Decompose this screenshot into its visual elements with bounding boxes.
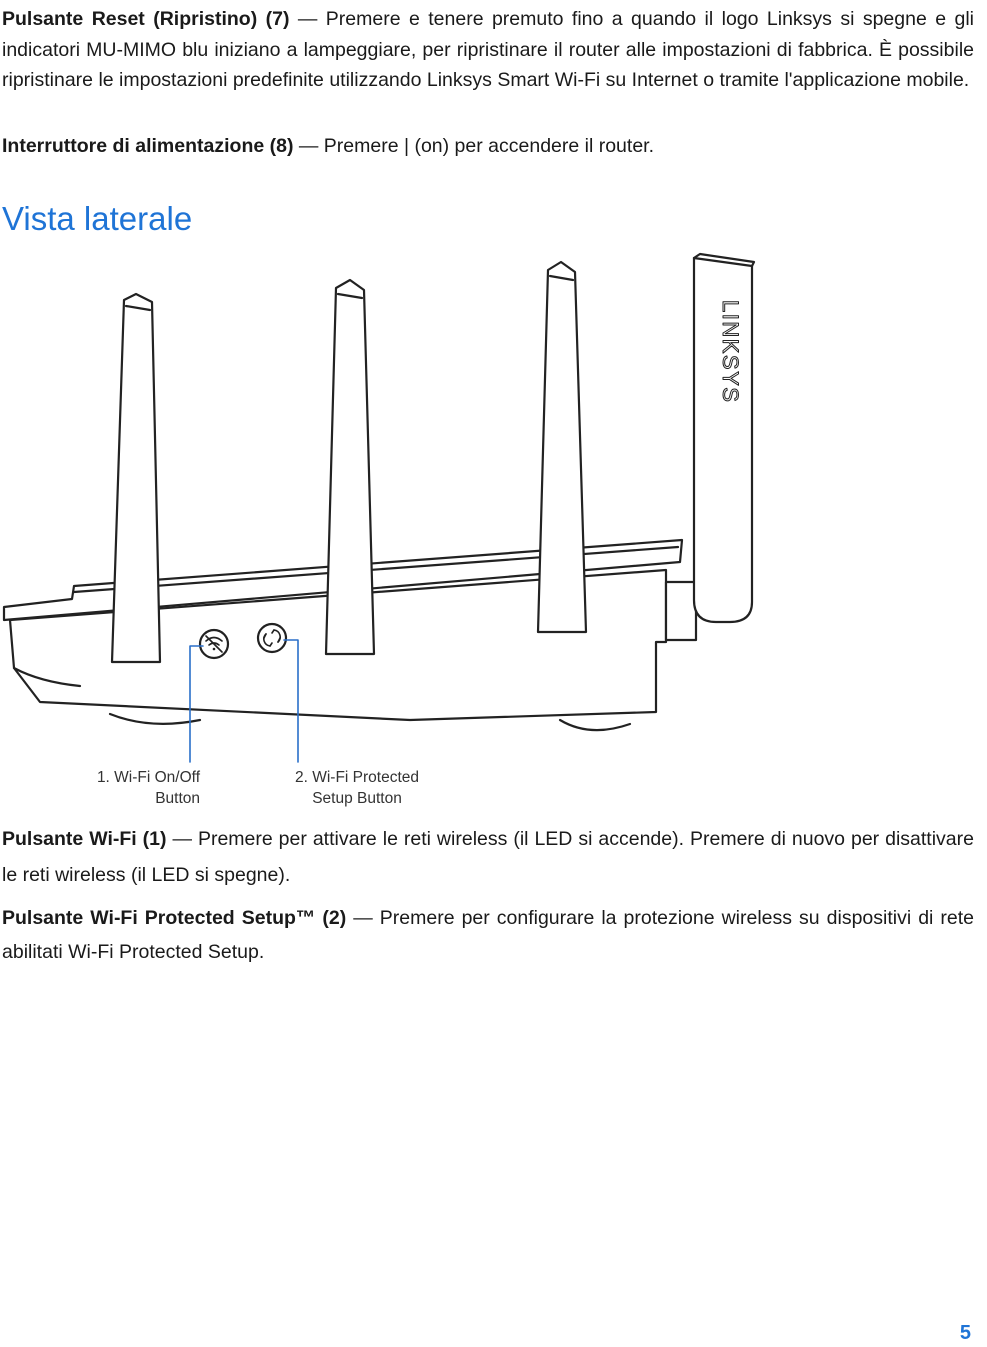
callout-wps-button-line2: Setup Button [312, 790, 402, 807]
callout-wifi-button-line2: Button [155, 790, 200, 807]
router-side-view-illustration [0, 250, 780, 810]
callout-wps-button-line1: 2. Wi-Fi Protected [294, 769, 420, 786]
wps-button-label: Pulsante Wi-Fi Protected Setup™ (2) [2, 907, 347, 929]
power-switch-description [2, 131, 974, 162]
callout-wps-button [282, 767, 432, 809]
callout-wifi-button [60, 767, 200, 809]
wifi-off-icon [200, 630, 228, 658]
router-side-view-figure [0, 250, 780, 810]
wifi-button-text: — Premere per attivare le reti wireless (il LED si accende). Premere di nuovo per disattivare le reti wireless (il LED si spegne). [2, 828, 974, 886]
wps-button-description [2, 901, 974, 969]
callout-wifi-button-line1: 1. Wi-Fi On/Off [96, 769, 200, 786]
reset-button-text: — Premere e tenere premuto fino a quando il logo Linksys si spegne e gli indicatori MU-MIMO blu iniziano a lampeggiare, per ripristinare il router alle impostazioni di fabbrica. È possibile ripristinare le impostazioni predefinite utilizzando Linksys Smart Wi-Fi su Internet o tramite l'applicazione mobile. [2, 8, 974, 91]
wps-button-text: — Premere per configurare la protezione wireless su dispositivi di rete abilitati Wi-Fi Protected Setup. [2, 907, 974, 963]
power-switch-label: Interruttore di alimentazione (8) [2, 135, 294, 157]
section-heading: Vista laterale [2, 200, 193, 237]
power-switch-text: — Premere | (on) per accendere il router. [293, 135, 655, 157]
linksys-logo-text: LINKSYS [718, 300, 743, 404]
wifi-button-description [2, 821, 974, 893]
reset-button-label: Pulsante Reset (Ripristino) (7) [2, 8, 290, 30]
reset-button-description [2, 4, 974, 96]
wps-icon [258, 624, 286, 652]
page-number: 5 [959, 1322, 971, 1344]
wifi-button-label: Pulsante Wi-Fi (1) [2, 828, 167, 850]
